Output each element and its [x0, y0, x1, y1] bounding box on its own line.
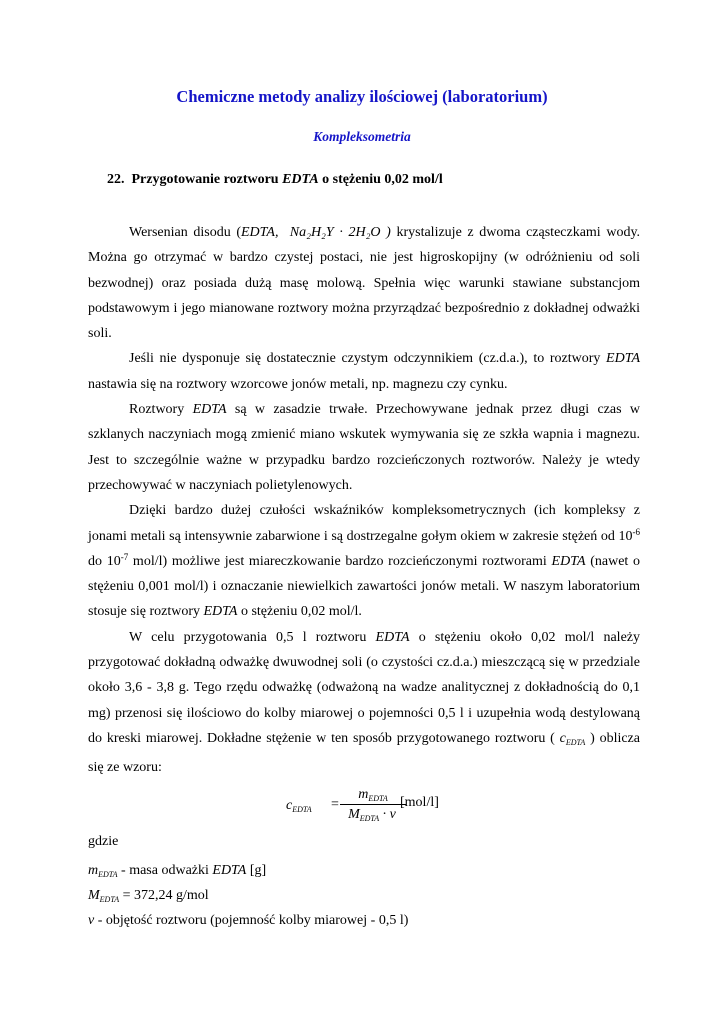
- page-title: Chemiczne metody analizy ilościowej (laboratorium): [176, 87, 548, 106]
- section-italic: EDTA: [282, 172, 319, 187]
- p4-text-c: mol/l) możliwe jest miareczkowanie bardzo rozcieńczonymi roztworami: [128, 553, 552, 569]
- p4-text-e: o stężeniu 0,02 mol/l.: [237, 604, 362, 620]
- definition-volume: [88, 910, 408, 931]
- paragraph-1: [88, 220, 640, 346]
- p2-text-a: Jeśli nie dysponuje się dostatecznie czystym odczynnikiem (cz.d.a.), to roztwory: [129, 351, 607, 367]
- concentration-formula: [286, 787, 466, 827]
- p4-text-d: (nawet o stężeniu 0,001 mol/l) i oznaczanie niewielkich zawartości jonów metali. W naszym laboratorium stosuje się roztwory: [88, 553, 641, 620]
- p5-text-c: ) oblicza się ze wzoru:: [88, 730, 640, 776]
- formula-lhs: [286, 798, 312, 814]
- p5-edta: EDTA: [375, 629, 410, 645]
- paragraph-5: [88, 625, 640, 781]
- formula-num-symbol: m: [358, 787, 369, 802]
- formula-den-symbol: M: [348, 807, 360, 822]
- def-M-symbol: M: [88, 888, 100, 903]
- formula-unit: [mol/l]: [400, 795, 439, 810]
- definitions-list: [88, 860, 408, 931]
- p3-text-a: Roztwory: [129, 402, 193, 418]
- where-label: gdzie: [88, 834, 119, 849]
- def-m-subscript: EDTA: [98, 870, 118, 879]
- formula-lhs-symbol: c: [286, 798, 293, 813]
- p4-edta-1: EDTA: [551, 553, 586, 569]
- def-m-text: - masa odważki: [117, 863, 213, 878]
- p4-sup-1: -6: [632, 526, 640, 537]
- formula-num-subscript: EDTA: [368, 794, 388, 803]
- def-m-edta: EDTA: [212, 863, 247, 878]
- p4-sup-2: -7: [120, 551, 129, 562]
- page-subtitle: Kompleksometria: [313, 129, 411, 144]
- formula-numerator: [344, 787, 402, 803]
- p4-text-b: do 10: [88, 553, 121, 569]
- p4-edta-2: EDTA: [203, 604, 238, 620]
- def-v-text: - objętość roztworu (pojemność kolby miarowej - 0,5 l): [94, 913, 409, 928]
- section-prefix: Przygotowanie roztworu: [131, 172, 279, 187]
- def-v-symbol: v: [88, 913, 95, 928]
- p1-edta: EDTA,: [241, 225, 279, 240]
- paragraph-3: [88, 397, 640, 498]
- formula-equals: =: [331, 797, 339, 812]
- formula-lhs-subscript: EDTA: [292, 805, 312, 814]
- p2-text-b: nastawia się na roztwory wzorcowe jonów metali, np. magnezu czy cynku.: [88, 376, 508, 392]
- p1-text-a: Wersenian disodu (: [129, 225, 241, 240]
- def-m-symbol: m: [88, 863, 99, 878]
- p1-formula: Na₂H₂Y · 2H₂O ): [289, 225, 391, 240]
- formula-denominator: [334, 807, 410, 823]
- p2-edta: EDTA: [606, 351, 640, 367]
- def-M-subscript: EDTA: [99, 895, 120, 904]
- p5-c-subscript: EDTA: [565, 737, 586, 747]
- fraction-bar: [340, 804, 406, 805]
- p4-text-a: Dzięki bardzo dużej czułości wskaźników kompleksometrycznych (ich kompleksy z jonami metali są intensywnie zabarwione i są dostrzegalne gołym okiem w zakresie stężeń od 10: [88, 503, 640, 544]
- p3-text-b: są w zasadzie trwałe. Przechowywane jednak przez długi czas w szklanych naczyniach mogą zmienić miano wskutek wymywania się ze szkła wapnia i magnezu. Jest to szczególnie ważne w przypadku bardzo rozcieńczonych roztworów. Należy je wtedy przechowywać w naczyniach polietylenowych.: [88, 402, 640, 493]
- section-heading: [107, 172, 443, 188]
- formula-den-subscript: EDTA: [359, 814, 380, 823]
- p5-text-b: o stężeniu około 0,02 mol/l należy przygotować dokładną odważkę dwuwodnej soli (o czystości cz.d.a.) mieszczącą się w przedziale około 3,6 - 3,8 g. Tego rzędu odważkę (odważoną na wadze analitycznej z dokładnością do 0,1 mg) przenosi się ilościowo do kolby miarowej o pojemności 0,5 l i uzupełnia wodą destylowaną do kreski miarowej. Dokładne stężenie w ten sposób przygotowanego roztworu (: [88, 629, 640, 746]
- p5-text-a: W celu przygotowania 0,5 l roztworu: [129, 629, 376, 645]
- paragraph-4: [88, 498, 640, 624]
- definition-molar-mass: [88, 885, 408, 910]
- p1-text-b: krystalizuje z dwoma cząsteczkami wody. Można go otrzymać w bardzo czystej postaci, nie jest higroskopijny (w odróżnieniu od soli bezwodnej) oraz posiada dużą masę molową. Spełnia więc warunki stawiane substancjom podstawowym i jego mianowane roztwory można przyrządzać bezpośrednio z dokładnej odważki soli.: [88, 225, 641, 342]
- definition-mass: [88, 860, 408, 885]
- section-suffix: o stężeniu 0,02 mol/l: [322, 172, 443, 187]
- p5-c-symbol: c: [559, 730, 566, 746]
- def-M-text: = 372,24 g/mol: [119, 888, 209, 903]
- p3-edta: EDTA: [192, 402, 227, 418]
- body-text: [88, 220, 640, 781]
- formula-den-volume: · v: [379, 807, 396, 822]
- section-number: 22.: [107, 172, 125, 187]
- def-m-unit: [g]: [246, 863, 267, 878]
- paragraph-2: [88, 346, 640, 397]
